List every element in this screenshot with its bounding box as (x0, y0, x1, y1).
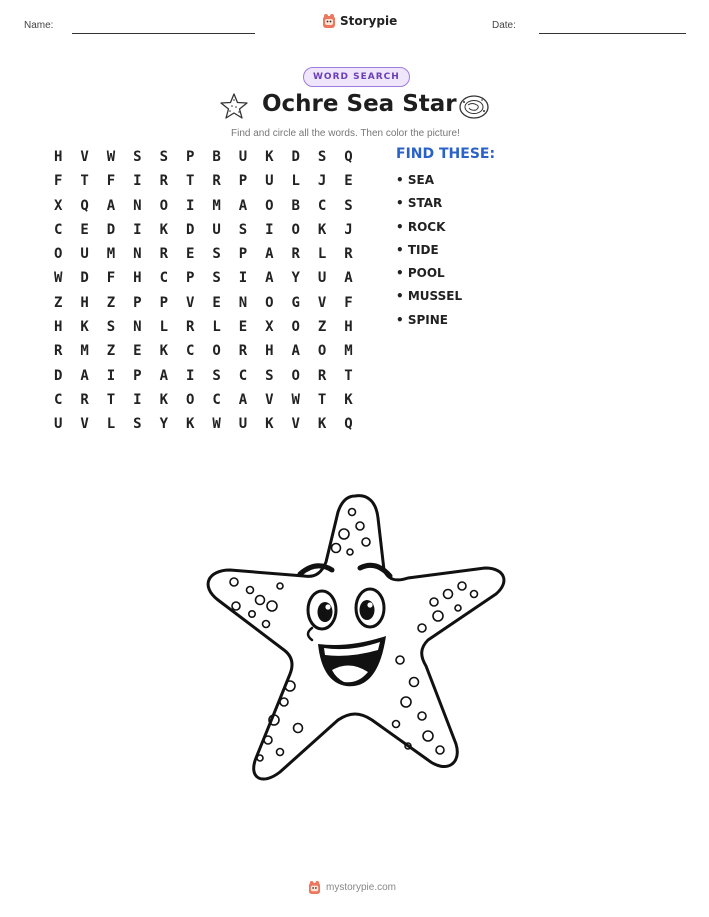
grid-cell[interactable]: R (291, 246, 300, 263)
grid-cell[interactable]: S (212, 270, 221, 287)
grid-cell[interactable]: N (133, 319, 142, 336)
word-list-item: • TIDE (396, 242, 439, 257)
grid-cell[interactable]: S (212, 246, 221, 263)
grid-cell[interactable]: I (133, 221, 142, 238)
grid-cell[interactable]: L (159, 319, 168, 336)
grid-cell[interactable]: M (344, 343, 353, 360)
word-list-item: • STAR (396, 196, 443, 211)
grid-cell[interactable]: E (133, 343, 142, 360)
grid-cell[interactable]: V (185, 294, 195, 311)
grid-cell[interactable]: S (106, 319, 116, 336)
grid-cell[interactable]: N (133, 246, 142, 263)
grid-cell[interactable]: B (212, 149, 221, 165)
name-label: Name: (24, 20, 54, 31)
grid-cell[interactable]: E (185, 246, 195, 263)
grid-cell[interactable]: I (265, 221, 274, 238)
storypie-logo-icon (322, 13, 336, 29)
grid-cell[interactable]: D (80, 270, 89, 287)
date-label: Date: (492, 20, 516, 31)
word-search-grid[interactable] (54, 145, 371, 437)
name-line[interactable] (72, 33, 255, 34)
grid-cell[interactable]: C (54, 391, 63, 408)
grid-cell[interactable]: K (159, 391, 168, 408)
grid-cell[interactable]: U (265, 173, 274, 190)
grid-cell[interactable]: H (54, 149, 63, 165)
grid-cell[interactable]: A (344, 270, 353, 287)
grid-cell[interactable]: W (212, 416, 221, 433)
grid-cell[interactable]: U (80, 246, 89, 263)
storypie-logo-icon (308, 880, 321, 895)
grid-cell[interactable]: B (291, 197, 300, 214)
grid-cell[interactable]: V (291, 416, 300, 433)
grid-cell[interactable]: S (317, 149, 327, 165)
instructions: Find and circle all the words. Then color the picture! (231, 128, 460, 139)
grid-cell[interactable]: K (344, 391, 353, 408)
grid-cell[interactable]: R (80, 391, 89, 408)
grid-cell[interactable]: U (54, 416, 63, 433)
grid-cell[interactable]: R (344, 246, 353, 263)
find-these-heading: FIND THESE: (396, 146, 496, 162)
grid-cell[interactable]: O (54, 246, 63, 263)
grid-cell[interactable]: A (291, 343, 300, 360)
grid-cell[interactable]: H (133, 270, 142, 287)
brand-logo (322, 13, 397, 29)
grid-cell[interactable]: O (185, 391, 195, 408)
grid-cell[interactable]: O (291, 319, 300, 336)
grid-cell[interactable]: U (238, 149, 248, 165)
grid-cell[interactable]: T (317, 391, 327, 408)
grid-cell[interactable]: E (238, 319, 248, 336)
grid-cell[interactable]: X (265, 319, 274, 336)
word-list-item: • MUSSEL (396, 289, 463, 304)
grid-cell[interactable]: M (80, 343, 89, 360)
grid-cell[interactable]: U (238, 416, 248, 433)
grid-cell[interactable]: Z (106, 343, 116, 360)
grid-cell[interactable]: T (80, 173, 89, 190)
grid-cell[interactable]: O (265, 294, 274, 311)
grid-cell[interactable]: F (344, 294, 353, 311)
grid-cell[interactable]: W (106, 149, 116, 165)
grid-cell[interactable]: I (133, 173, 142, 190)
grid-cell[interactable]: I (133, 391, 142, 408)
grid-cell[interactable]: Y (159, 416, 168, 433)
grid-cell[interactable]: Z (317, 319, 327, 336)
grid-cell[interactable]: E (344, 173, 353, 190)
grid-cell[interactable]: H (80, 294, 89, 311)
grid-cell[interactable]: Q (80, 197, 89, 214)
grid-cell[interactable]: Z (106, 294, 116, 311)
grid-cell[interactable]: P (238, 173, 248, 190)
grid-cell[interactable]: L (291, 173, 300, 190)
grid-cell[interactable]: H (265, 343, 274, 360)
grid-cell[interactable]: D (291, 149, 300, 165)
grid-cell[interactable]: C (238, 367, 248, 384)
page-title: Ochre Sea Star (262, 91, 457, 117)
grid-cell[interactable]: L (106, 416, 116, 433)
grid-cell[interactable]: S (159, 149, 168, 165)
grid-cell[interactable]: R (159, 173, 168, 190)
grid-cell[interactable]: W (54, 270, 63, 287)
grid-cell[interactable]: C (54, 221, 63, 238)
grid-cell[interactable]: N (133, 197, 142, 214)
word-list (396, 169, 462, 332)
footer-site: mystorypie.com (326, 882, 397, 893)
word-list-item: • POOL (396, 266, 445, 281)
grid-cell[interactable]: S (238, 221, 248, 238)
grid-cell[interactable]: A (265, 246, 274, 263)
brand-name: Storypie (340, 14, 398, 28)
grid-cell[interactable]: T (344, 367, 353, 384)
grid-cell[interactable]: P (238, 246, 248, 263)
grid-cell[interactable]: O (291, 221, 300, 238)
grid-cell[interactable]: R (238, 343, 248, 360)
grid-cell[interactable]: A (265, 270, 274, 287)
starfish-coloring-picture[interactable] (200, 490, 510, 795)
grid-cell[interactable]: T (106, 391, 116, 408)
grid-cell[interactable]: E (212, 294, 221, 311)
grid-cell[interactable]: O (291, 367, 300, 384)
grid-cell[interactable]: O (265, 197, 274, 214)
grid-cell[interactable]: S (265, 367, 274, 384)
grid-cell[interactable]: P (185, 270, 195, 287)
grid-cell[interactable]: W (291, 391, 300, 408)
word-search-badge: WORD SEARCH (303, 67, 410, 87)
grid-cell[interactable]: D (185, 221, 195, 238)
grid-cell[interactable]: J (317, 173, 327, 190)
grid-cell[interactable]: O (317, 343, 327, 360)
grid-cell[interactable]: K (317, 221, 327, 238)
grid-cell[interactable]: I (185, 367, 195, 384)
grid-cell[interactable]: F (106, 270, 116, 287)
grid-cell[interactable]: I (185, 197, 195, 214)
grid-cell[interactable]: L (212, 319, 221, 336)
grid-cell[interactable]: M (212, 197, 221, 214)
grid-cell[interactable]: P (133, 367, 142, 384)
grid-cell[interactable]: M (106, 246, 116, 263)
grid-cell[interactable]: N (238, 294, 248, 311)
grid-cell[interactable]: I (238, 270, 248, 287)
grid-cell[interactable]: H (344, 319, 353, 336)
grid-cell[interactable]: R (54, 343, 63, 360)
grid-cell[interactable]: A (106, 197, 116, 214)
grid-cell[interactable]: R (212, 173, 221, 190)
word-list-item: • ROCK (396, 219, 446, 234)
grid-cell[interactable]: C (212, 391, 221, 408)
grid-cell[interactable]: P (185, 149, 195, 165)
grid-cell[interactable]: K (159, 343, 168, 360)
grid-cell[interactable]: K (159, 221, 168, 238)
grid-cell[interactable]: C (317, 197, 327, 214)
grid-cell[interactable]: V (80, 416, 89, 433)
grid-cell[interactable]: J (344, 221, 353, 238)
grid-cell[interactable]: A (159, 367, 168, 384)
grid-cell[interactable]: Y (291, 270, 300, 287)
grid-cell[interactable]: K (185, 416, 195, 433)
grid-cell[interactable]: E (80, 221, 89, 238)
grid-cell[interactable]: V (317, 294, 327, 311)
grid-cell[interactable]: S (212, 367, 221, 384)
grid-cell[interactable]: S (133, 416, 142, 433)
grid-cell[interactable]: L (317, 246, 327, 263)
grid-cell[interactable]: R (185, 319, 195, 336)
grid-cell[interactable]: O (159, 197, 168, 214)
grid-cell[interactable]: U (212, 221, 221, 238)
grid-cell[interactable]: U (317, 270, 327, 287)
grid-cell[interactable]: R (159, 246, 168, 263)
grid-cell[interactable]: G (291, 294, 300, 311)
grid-cell[interactable]: P (159, 294, 168, 311)
grid-cell[interactable]: P (133, 294, 142, 311)
starfish-outline (208, 496, 504, 779)
starfish-icon (219, 92, 249, 120)
word-list-item: • SPINE (396, 312, 448, 327)
rock-icon (458, 93, 490, 120)
grid-cell[interactable]: K (317, 416, 327, 433)
grid-cell[interactable]: D (54, 367, 63, 384)
grid-cell[interactable]: S (344, 197, 353, 214)
footer (308, 880, 396, 895)
grid-cell[interactable]: V (265, 391, 274, 408)
grid-cell[interactable]: R (317, 367, 327, 384)
grid-cell[interactable]: F (106, 173, 116, 190)
grid-cell[interactable]: T (185, 173, 195, 190)
grid-cell[interactable]: H (54, 319, 63, 336)
word-list-item: • SEA (396, 173, 434, 187)
grid-cell[interactable]: S (133, 149, 142, 165)
grid-cell[interactable]: F (54, 173, 63, 190)
grid-cell[interactable]: C (185, 343, 195, 360)
grid-cell[interactable]: A (238, 391, 248, 408)
grid-cell[interactable]: C (159, 270, 168, 287)
grid-cell[interactable]: V (80, 149, 89, 165)
grid-cell[interactable]: X (54, 197, 63, 214)
date-line[interactable] (539, 33, 686, 34)
grid-cell[interactable]: D (106, 221, 116, 238)
grid-cell[interactable]: Q (344, 149, 353, 165)
grid-cell[interactable]: K (265, 416, 274, 433)
grid-cell[interactable]: A (80, 367, 89, 384)
grid-cell[interactable]: O (212, 343, 221, 360)
grid-cell[interactable]: Q (344, 416, 353, 433)
grid-cell[interactable]: A (238, 197, 248, 214)
grid-cell[interactable]: K (80, 319, 89, 336)
grid-cell[interactable]: K (265, 149, 274, 165)
grid-cell[interactable]: Z (54, 294, 63, 311)
grid-cell[interactable]: I (106, 367, 116, 384)
